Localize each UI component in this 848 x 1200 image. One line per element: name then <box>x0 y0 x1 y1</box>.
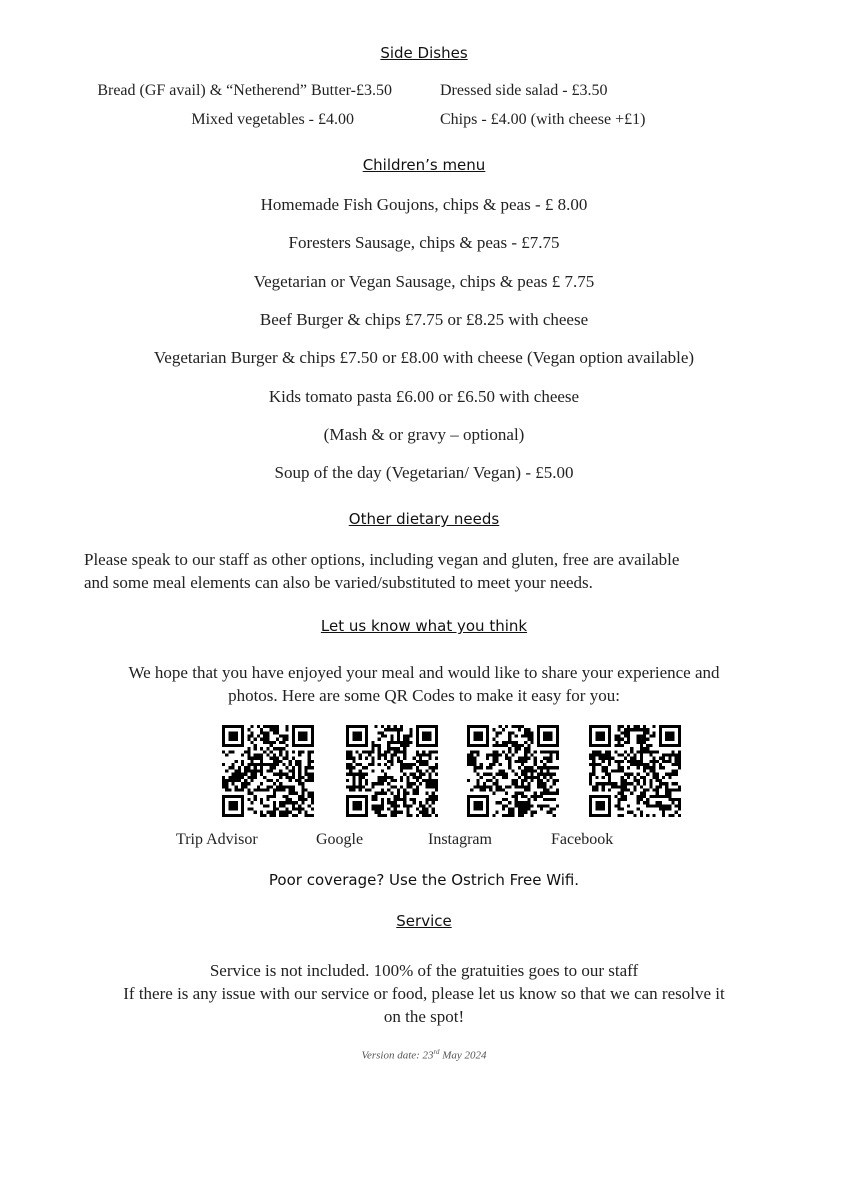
version-date <box>0 1048 848 1062</box>
childrens-menu-item: Homemade Fish Goujons, chips & peas - £ 8.00 <box>260 195 588 214</box>
feedback-heading: Let us know what you think <box>320 617 528 635</box>
version-ordinal: rd <box>433 1048 440 1056</box>
service-line: on the spot! <box>383 1007 465 1026</box>
service-line: If there is any issue with our service or food, please let us know so that we can resolve it <box>123 984 725 1003</box>
side-dishes-heading: Side Dishes <box>380 44 468 62</box>
feedback-line: photos. Here are some QR Codes to make it easy for you: <box>228 686 620 705</box>
childrens-menu-item: Vegetarian or Vegan Sausage, chips & peas £ 7.75 <box>253 272 595 291</box>
service-text <box>40 959 808 1028</box>
childrens-menu-heading: Children’s menu <box>362 156 486 174</box>
feedback-text <box>74 661 774 707</box>
qr-code-icon[interactable] <box>467 725 559 817</box>
service-heading: Service <box>396 912 452 930</box>
version-rest: May 2024 <box>439 1049 487 1062</box>
dietary-heading: Other dietary needs <box>348 510 500 528</box>
qr-label-tripadvisor[interactable]: Trip Advisor <box>176 831 258 848</box>
wifi-note: Poor coverage? Use the Ostrich Free Wifi. <box>268 871 580 889</box>
qr-label-google[interactable]: Google <box>316 831 364 848</box>
dietary-line: Please speak to our staff as other options, including vegan and gluten, free are available <box>84 550 680 569</box>
childrens-menu-item: Soup of the day (Vegetarian/ Vegan) - £5.00 <box>274 463 574 482</box>
feedback-line: We hope that you have enjoyed your meal and would like to share your experience and <box>128 663 720 682</box>
dietary-line: and some meal elements can also be varied/substituted to meet your needs. <box>84 573 593 592</box>
childrens-menu-item: Vegetarian Burger & chips £7.50 or £8.00 with cheese (Vegan option available) <box>153 348 695 367</box>
service-line: Service is not included. 100% of the gratuities goes to our staff <box>209 961 639 980</box>
version-prefix: Version date: 23 <box>361 1049 434 1062</box>
childrens-menu-item: Kids tomato pasta £6.00 or £6.50 with cheese <box>268 387 580 406</box>
side-dish-item: Chips - £4.00 (with cheese +£1) <box>440 111 646 128</box>
side-dish-item: Mixed vegetables - £4.00 <box>191 111 354 128</box>
qr-code-icon[interactable] <box>346 725 438 817</box>
qr-code-icon[interactable] <box>222 725 314 817</box>
childrens-menu-item: Beef Burger & chips £7.75 or £8.25 with cheese <box>259 310 589 329</box>
side-dish-item: Dressed side salad - £3.50 <box>440 82 608 99</box>
qr-code-icon[interactable] <box>589 725 681 817</box>
qr-label-facebook[interactable]: Facebook <box>551 831 614 848</box>
qr-label-instagram[interactable]: Instagram <box>428 831 492 848</box>
dietary-text <box>84 548 774 594</box>
qr-code-row <box>0 725 848 820</box>
childrens-menu-note: (Mash & or gravy – optional) <box>323 425 525 444</box>
side-dish-item: Bread (GF avail) & “Netherend” Butter-£3.50 <box>97 82 392 99</box>
childrens-menu-item: Foresters Sausage, chips & peas - £7.75 <box>288 233 560 252</box>
